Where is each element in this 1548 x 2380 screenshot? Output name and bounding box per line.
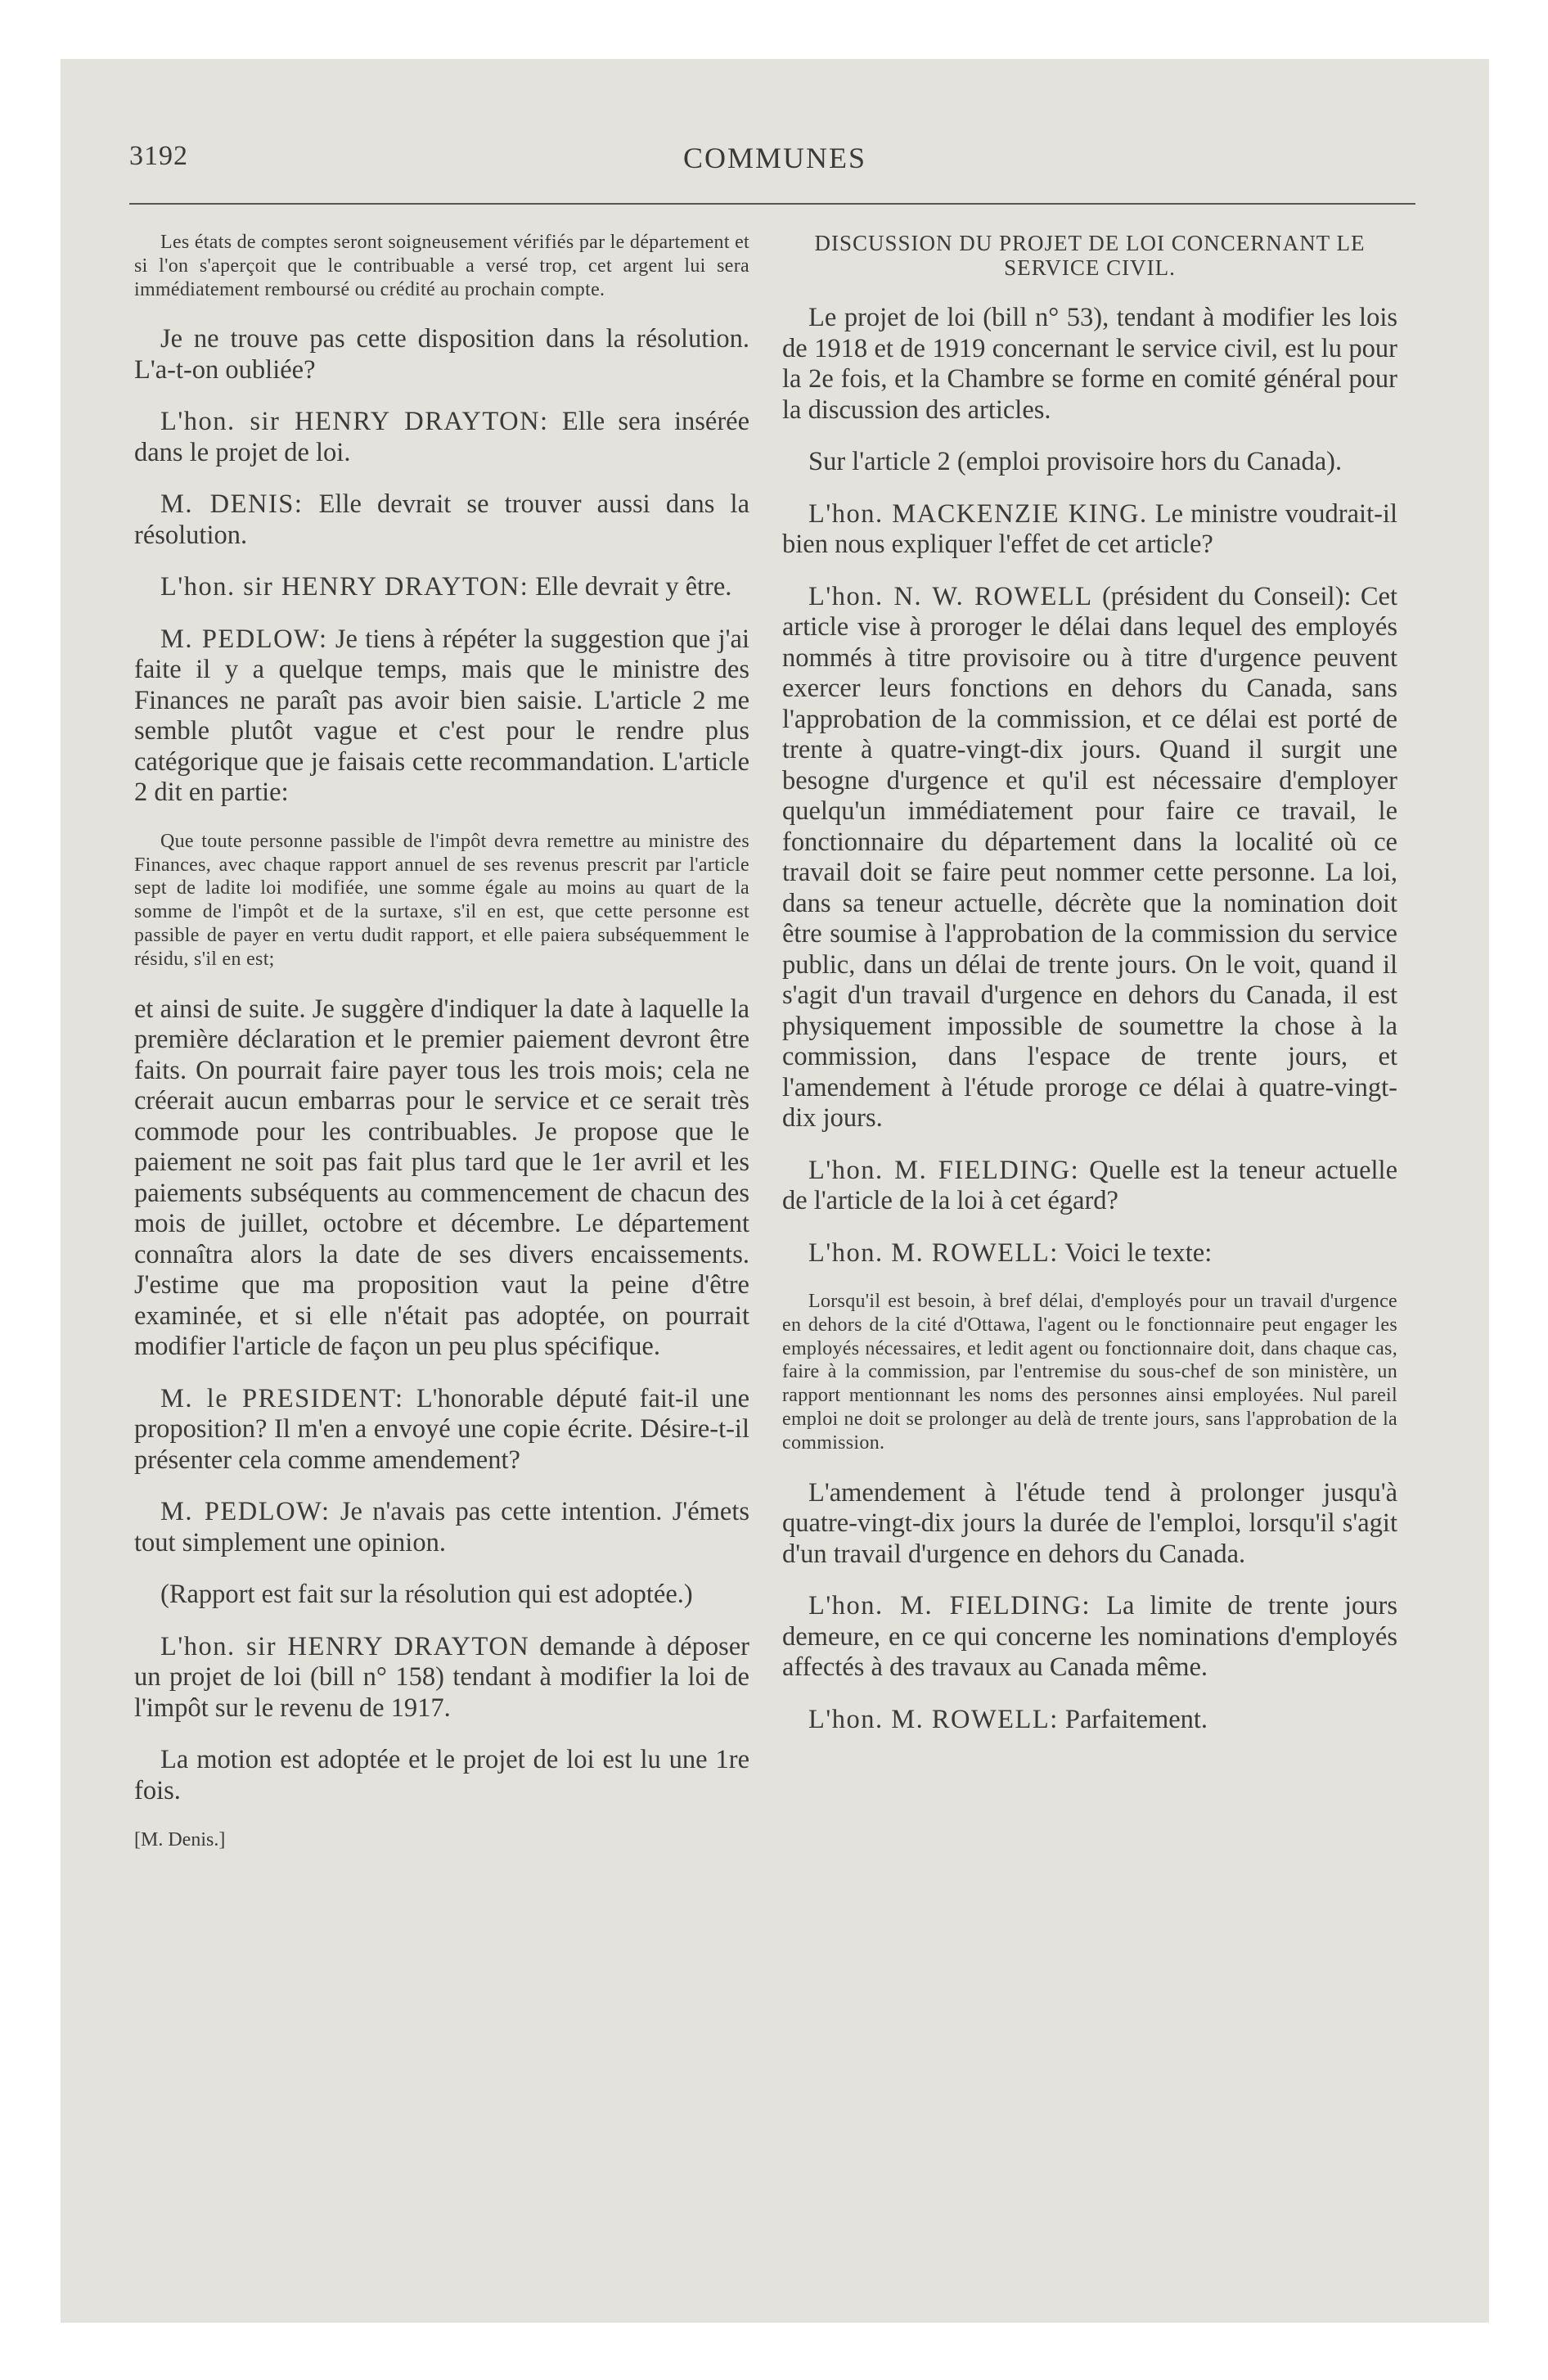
paragraph: et ainsi de suite. Je suggère d'indiquer la date à laquelle la première déclaration et le premier paiement devront être faits. On pourrait faire payer tous les trois mois; cela ne créerait aucun embarras pour le service et ce serait très commode pour les contribuables. Je propose que le paiement ne soit pas fait plus tard que le 1er avril et les paiements subséquents au commencement de chacun des mois de juillet, octobre et décembre. Le département connaîtra alors la date de ses divers encaissements. J'estime que ma proposition vaut la peine d'être examinée, et si elle n'était pas adoptée, on pourrait modifier l'article de façon un peu plus spécifique.	[134, 994, 749, 1362]
speech	[782, 1156, 1397, 1217]
speech	[782, 1238, 1397, 1269]
speech-text: Je n'avais pas cette intention. J'émets tout simplement une opinion.	[134, 1497, 750, 1557]
speech-text: La limite de trente jours demeure, en ce qui concerne les nominations d'employés affectés à des travaux au Canada même.	[782, 1591, 1397, 1683]
speech	[134, 407, 749, 468]
running-head: COMMUNES	[682, 142, 867, 174]
speech-text: Elle devrait se trouver aussi dans la résolution.	[134, 489, 749, 550]
speaker-signature: [M. Denis.]	[134, 1829, 226, 1851]
speech-text: (président du Conseil): Cet article vise à proroger le délai dans lequel des employés nommés à titre provisoire ou à titre d'urgence peuvent exercer leurs fonctions en dehors du Canada, sans l'approbation de la commission, et ce délai est porté de trente à quatre-vingt-dix jours. Quand il surgit une besogne d'urgence et qu'il est nécessaire d'employer quelqu'un immédiatement pour faire ce travail, le fonctionnaire du département dans la localité où ce travail doit se faire peut nommer cette personne. La loi, dans sa teneur actuelle, décrète que la nomination doit être soumise à l'approbation de la commission du service public, dans un délai de trente jours. On le voit, quand il s'agit d'un travail d'urgence en dehors du Canada, il est physiquement impossible de soumettre la chose à la commission, dans l'espace de trente jours, et l'amendement à l'étude proroge ce délai à quatre-vingt-dix jours.	[782, 581, 1397, 1133]
speech	[134, 1384, 749, 1476]
paragraph: Sur l'article 2 (emploi provisoire hors du Canada).	[808, 447, 1343, 476]
page-header	[61, 59, 1489, 174]
quoted-text: Lorsqu'il est besoin, à bref délai, d'employés pour un travail d'urgence en dehors de la cité d'Ottawa, l'agent ou le fonctionnaire peut engager les employés nécessaires, et ledit agent ou fonctionnaire doit, dans chaque cas, faire à la commission, par l'entremise du sous-chef de son ministère, un rapport mentionnant les noms des personnes ainsi employées. Nul pareil emploi ne doit se prolonger au delà de trente jours, sans l'approbation de la commission.	[782, 1291, 1397, 1454]
paragraph: Je ne trouve pas cette disposition dans la résolution. L'a-t-on oubliée?	[134, 324, 749, 385]
speech-text: Elle devrait y être.	[535, 572, 732, 602]
paragraph: La motion est adoptée et le projet de loi est lu une 1re fois.	[134, 1745, 749, 1805]
speech	[134, 1497, 749, 1558]
speech-text: L'honorable député fait-il une proposition? Il m'en a envoyé une copie écrite. Désire-t-il présenter cela comme amendement?	[134, 1383, 750, 1475]
speaker: L'hon. MACKENZIE KING.	[808, 498, 1148, 529]
speaker: L'hon. sir HENRY DRAYTON:	[160, 407, 549, 437]
speech	[782, 1705, 1397, 1736]
speaker: M. PEDLOW:	[160, 624, 328, 654]
speech	[134, 1632, 749, 1724]
speaker: M. le PRESIDENT:	[160, 1383, 404, 1413]
speech	[134, 572, 749, 603]
speech-text: Parfaitement.	[1064, 1704, 1208, 1734]
speech-text: demande à déposer un projet de loi (bill n° 158) tendant à modifier la loi de l'impôt sur le revenu de 1917.	[134, 1631, 749, 1723]
speech-text: Voici le texte:	[1064, 1237, 1213, 1268]
page-sheet	[61, 59, 1489, 2323]
section-heading: DISCUSSION DU PROJET DE LOI CONCERNANT LE SERVICE CIVIL.	[814, 231, 1366, 280]
speaker: L'hon. M. ROWELL:	[808, 1704, 1059, 1734]
speaker: L'hon. M. ROWELL:	[808, 1237, 1059, 1268]
speaker: L'hon. M. FIELDING:	[808, 1591, 1091, 1621]
quoted-text: Les états de comptes seront soigneusement vérifiés par le département et si l'on s'aperçoit que le contribuable a versé trop, cet argent lui sera immédiatement remboursé ou crédité au prochain compte.	[134, 232, 750, 300]
speaker: M. PEDLOW:	[160, 1497, 331, 1527]
speaker: L'hon. N. W. ROWELL	[808, 581, 1093, 611]
speech-text: Je tiens à répéter la suggestion que j'ai faite il y a quelque temps, mais que le ministre des Finances ne paraît pas avoir bien saisie. L'article 2 me semble plutôt vague et c'est pour le rendre plus catégorique que je faisais cette recommandation. L'article 2 dit en partie:	[134, 624, 749, 808]
speech	[782, 499, 1397, 561]
speech-text: Le ministre voudrait-il bien nous expliquer l'effet de cet article?	[782, 498, 1397, 559]
right-column	[782, 231, 1397, 1756]
paragraph: L'amendement à l'étude tend à prolonger jusqu'à quatre-vingt-dix jours la durée de l'emploi, lorsqu'il s'agit d'un travail d'urgence en dehors du Canada.	[782, 1477, 1397, 1569]
quoted-text: Que toute personne passible de l'impôt devra remettre au ministre des Finances, avec chaque rapport annuel de ses revenus prescrit par l'article sept de ladite loi modifiée, une somme égale au moins au quart de la somme de l'impôt et de la surtaxe, s'il en est, que cette personne est passible de payer en vertu dudit rapport, et elle paiera subséquemment le résidu, s'il en est;	[134, 830, 749, 970]
speech	[134, 489, 749, 551]
speaker: L'hon. sir HENRY DRAYTON	[160, 1631, 530, 1661]
speech-text: Elle sera insérée dans le projet de loi.	[134, 407, 750, 467]
header-rule	[129, 203, 1415, 205]
page-number: 3192	[129, 141, 188, 171]
paragraph: (Rapport est fait sur la résolution qui est adoptée.)	[160, 1580, 693, 1610]
speech-text: Quelle est la teneur actuelle de l'article de la loi à cet égard?	[782, 1155, 1397, 1215]
speaker: L'hon. M. FIELDING:	[808, 1155, 1080, 1185]
speaker: L'hon. sir HENRY DRAYTON:	[160, 572, 529, 602]
left-column	[134, 231, 749, 1852]
speech	[134, 624, 749, 809]
speaker: M. DENIS:	[160, 489, 304, 520]
speech	[782, 582, 1397, 1134]
paragraph: Le projet de loi (bill n° 53), tendant à modifier les lois de 1918 et de 1919 concernant le service civil, est lu pour la 2e fois, et la Chambre se forme en comité général pour la discussion des articles.	[782, 303, 1397, 425]
speech	[782, 1591, 1397, 1684]
